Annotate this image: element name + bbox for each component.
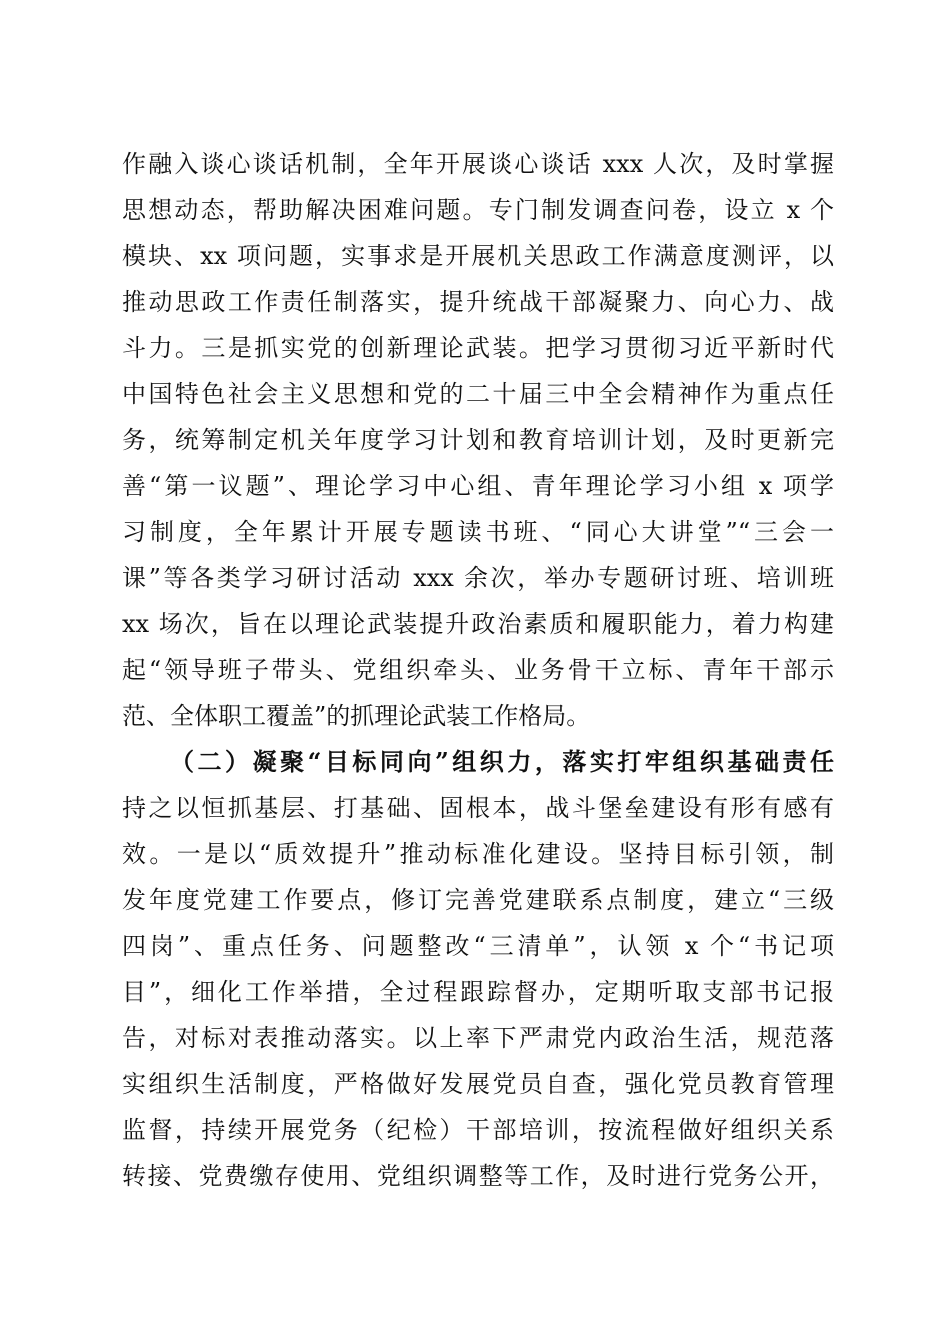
body-text-line: 目”，细化工作举措，全过程跟踪督办，定期听取支部书记报 [122, 978, 834, 1006]
body-text-line: 模块、xx 项问题，实事求是开展机关思政工作满意度测评，以 [122, 242, 834, 270]
body-text-line: 效。一是以“质效提升”推动标准化建设。坚持目标引领，制 [122, 840, 834, 868]
body-text-line: 课”等各类学习研讨活动 xxx 余次，举办专题研讨班、培训班 [122, 564, 834, 592]
body-text-line: 推动思政工作责任制落实，提升统战干部凝聚力、向心力、战 [122, 288, 834, 316]
body-text-line: 持之以恒抓基层、打基础、固根本，战斗堡垒建设有形有感有 [122, 794, 834, 822]
body-text-line: 习制度，全年累计开展专题读书班、“同心大讲堂”“三会一 [122, 518, 834, 546]
body-text-line: 转接、党费缴存使用、党组织调整等工作，及时进行党务公开， [122, 1162, 834, 1190]
body-text-line: 发年度党建工作要点，修订完善党建联系点制度，建立“三级 [122, 886, 834, 914]
body-text-line: 实组织生活制度，严格做好发展党员自查，强化党员教育管理 [122, 1070, 834, 1098]
body-text-line: 范、全体职工覆盖”的抓理论武装工作格局。 [122, 702, 591, 730]
body-text-line: 告，对标对表推动落实。以上率下严肃党内政治生活，规范落 [122, 1024, 834, 1052]
body-text-line: 务，统筹制定机关年度学习计划和教育培训计划，及时更新完 [122, 426, 834, 454]
body-text-line: 起“领导班子带头、党组织牵头、业务骨干立标、青年干部示 [122, 656, 834, 684]
body-text-line: 中国特色社会主义思想和党的二十届三中全会精神作为重点任 [122, 380, 834, 408]
body-text-line: 四岗”、重点任务、问题整改“三清单”，认领 x 个“书记项 [122, 932, 834, 960]
body-text-line: 斗力。三是抓实党的创新理论武装。把学习贯彻习近平新时代 [122, 334, 834, 362]
body-text-line: 作融入谈心谈话机制，全年开展谈心谈话 xxx 人次，及时掌握 [122, 150, 834, 178]
body-text-line: 监督，持续开展党务（纪检）干部培训，按流程做好组织关系 [122, 1116, 834, 1144]
body-text-line: 思想动态，帮助解决困难问题。专门制发调查问卷，设立 x 个 [122, 196, 834, 224]
section-heading: （二）凝聚“目标同向”组织力，落实打牢组织基础责任 [170, 747, 834, 776]
body-text-line: 善“第一议题”、理论学习中心组、青年理论学习小组 x 项学 [122, 472, 834, 500]
body-text-line: xx 场次，旨在以理论武装提升政治素质和履职能力，着力构建 [122, 610, 834, 638]
